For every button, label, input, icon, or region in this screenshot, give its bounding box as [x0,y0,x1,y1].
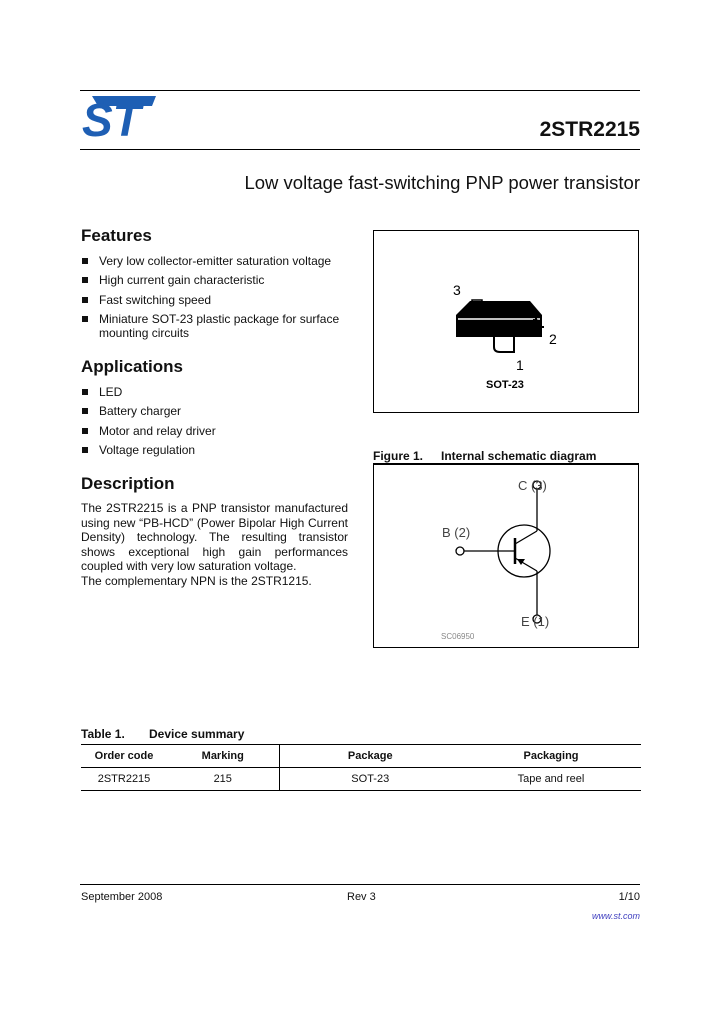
list-item: LED [81,385,351,400]
package-label: SOT-23 [486,379,524,391]
pin3-label: 3 [453,282,461,298]
cell-order-code: 2STR2215 [81,768,167,791]
figure-title: Internal schematic diagram [441,449,597,463]
emitter-label: E (1) [521,614,550,629]
footer-rule [80,884,640,885]
part-number: 2STR2215 [539,118,640,141]
features-heading: Features [81,226,152,245]
package-image-box [373,230,639,413]
transistor-schematic [374,465,638,647]
list-item: Voltage regulation [81,443,351,458]
pin1-label: 1 [516,357,524,373]
cell-packaging: Tape and reel [461,768,641,791]
description-heading: Description [81,474,175,493]
sot23-package-drawing [374,231,638,412]
features-list [81,254,351,346]
applications-heading: Applications [81,357,184,376]
collector-label: C (3) [518,478,547,493]
table-number: Table 1. [81,727,125,741]
header-order-code: Order code [81,745,167,768]
description-paragraph: The complementary NPN is the 2STR1215. [81,573,312,588]
description-paragraph: The 2STR2215 is a PNP transistor manufactured using new “PB-HCD” (Power Bipolar High Current Density) technology. The resulting transistor shows exceptional high gain performances coupled with very low saturation voltage. [81,501,348,573]
footer-date: September 2008 [81,891,163,903]
header-marking: Marking [167,745,279,768]
schematic-ref-code: SC06950 [441,632,475,641]
pin2-label: 2 [549,331,557,347]
schematic-box [373,464,639,648]
footer-revision: Rev 3 [347,891,376,903]
applications-list [81,385,351,462]
list-item: Motor and relay driver [81,424,351,439]
table-row [81,768,641,791]
figure-number: Figure 1. [373,449,424,463]
table-title: Device summary [149,727,245,741]
cell-package: SOT-23 [279,768,461,791]
description-text [81,501,348,588]
logo-text: ST [82,96,141,138]
header-package: Package [279,745,461,768]
footer-url[interactable]: www.st.com [591,911,640,921]
header-packaging: Packaging [461,745,641,768]
table-caption [81,727,244,741]
figure-caption [373,449,596,463]
title-rule [80,149,640,150]
list-item: High current gain characteristic [81,273,351,288]
list-item: Miniature SOT-23 plastic package for surface mounting circuits [81,312,351,341]
device-summary-table [81,744,641,791]
footer-page: 1/10 [618,891,640,903]
list-item: Very low collector-emitter saturation voltage [81,254,351,269]
cell-marking: 215 [167,768,279,791]
top-rule [80,90,640,91]
document-subtitle: Low voltage fast-switching PNP power transistor [244,172,640,193]
table-header-row [81,745,641,768]
st-logo [80,96,156,138]
base-label: B (2) [442,525,471,540]
list-item: Battery charger [81,404,351,419]
list-item: Fast switching speed [81,293,351,308]
